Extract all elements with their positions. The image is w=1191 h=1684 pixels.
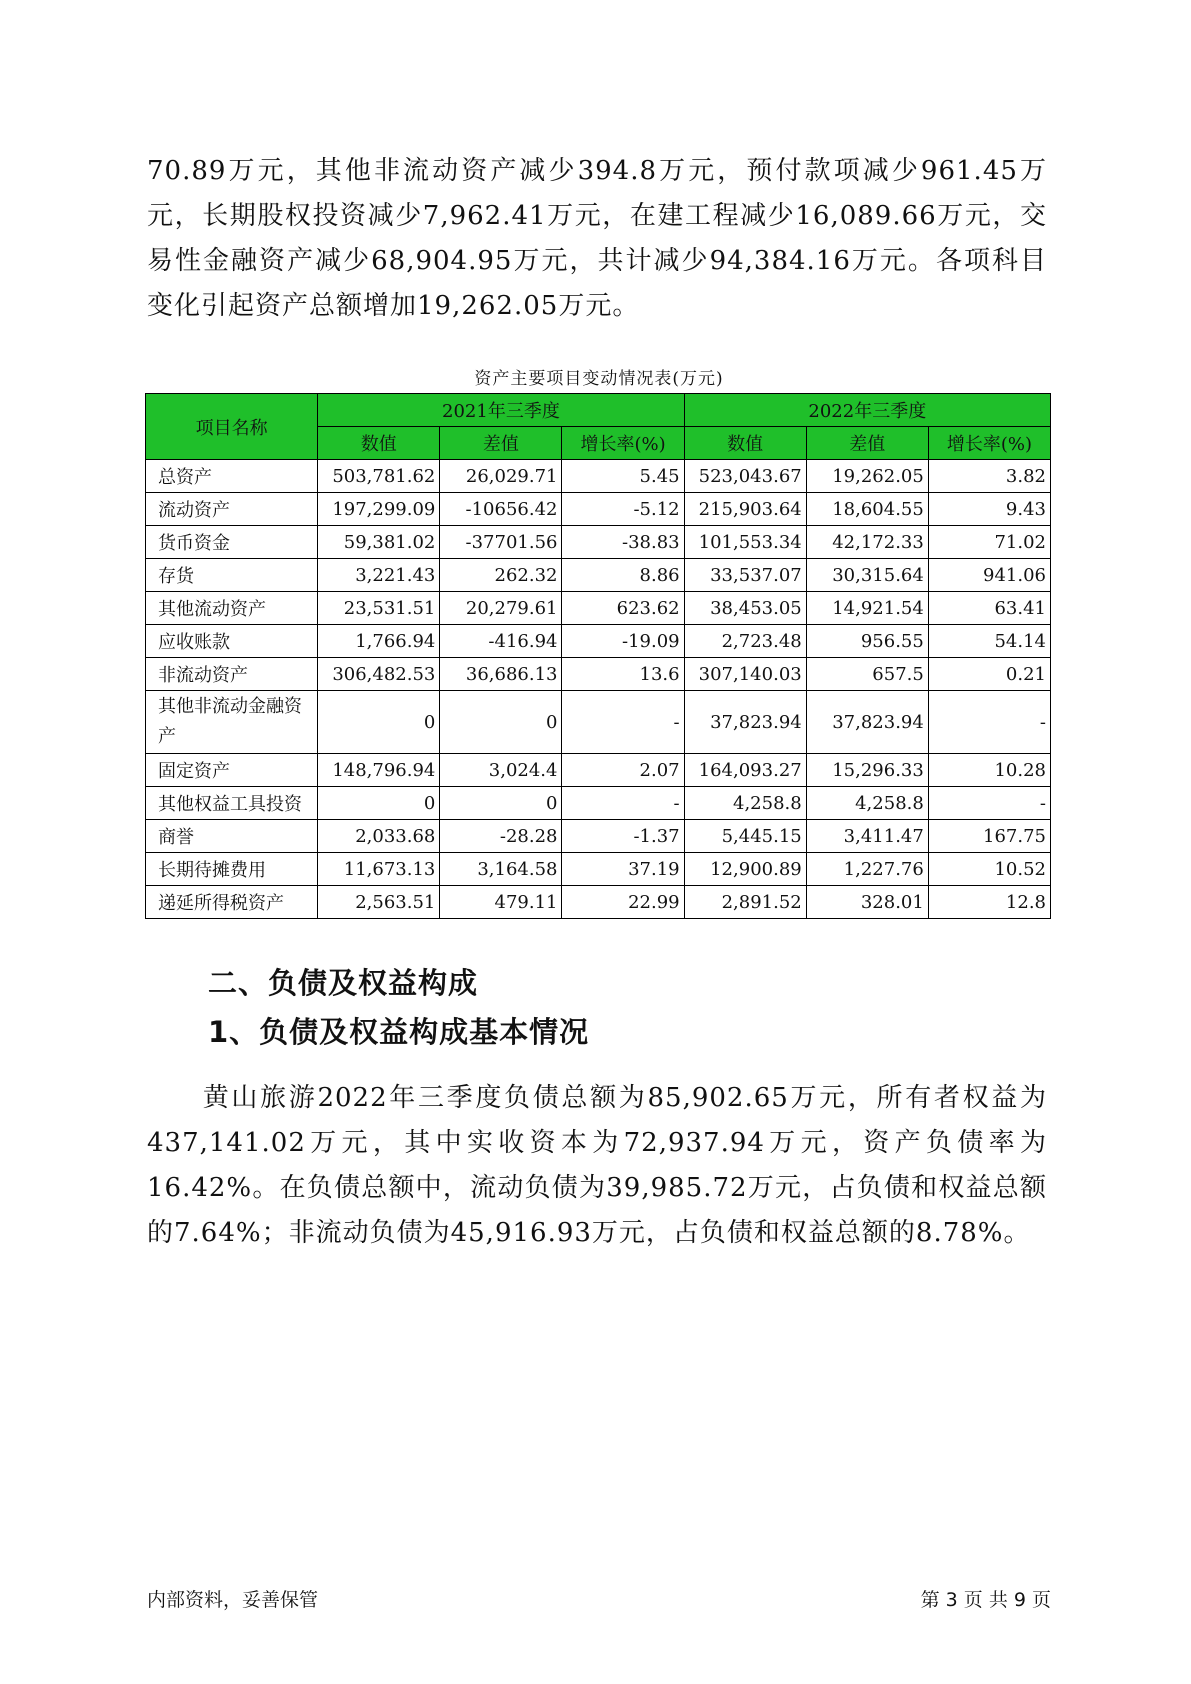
- section-title: 二、负债及权益构成: [208, 966, 479, 1000]
- table-row: [146, 625, 1051, 658]
- cell-d21: -416.94: [440, 625, 562, 658]
- cell-g22: 9.43: [928, 493, 1050, 526]
- cell-v22: 33,537.07: [684, 559, 806, 592]
- table-row: [146, 754, 1051, 787]
- row-label: 商誉: [146, 820, 318, 853]
- cell-v21: 23,531.51: [318, 592, 440, 625]
- row-label: 其他流动资产: [146, 592, 318, 625]
- table-row: [146, 526, 1051, 559]
- footer-page-number: 第 3 页 共 9 页: [920, 1589, 1051, 1611]
- cell-v22: 4,258.8: [684, 787, 806, 820]
- cell-v22: 164,093.27: [684, 754, 806, 787]
- intro-paragraph: [147, 149, 1047, 329]
- header-period-2022: 2022年三季度: [684, 394, 1050, 427]
- cell-d22: 14,921.54: [806, 592, 928, 625]
- cell-g22: 12.8: [928, 886, 1050, 919]
- table-caption: 资产主要项目变动情况表(万元): [474, 369, 724, 389]
- asset-change-table: [145, 393, 1051, 919]
- cell-v22: 5,445.15: [684, 820, 806, 853]
- cell-d21: -28.28: [440, 820, 562, 853]
- table-row: [146, 820, 1051, 853]
- cell-d21: 20,279.61: [440, 592, 562, 625]
- row-label: 货币资金: [146, 526, 318, 559]
- header-diff-2022: 差值: [806, 427, 928, 460]
- cell-g21: -: [562, 787, 684, 820]
- cell-v22: 307,140.03: [684, 658, 806, 691]
- cell-g22: 54.14: [928, 625, 1050, 658]
- cell-v22: 523,043.67: [684, 460, 806, 493]
- row-label: 固定资产: [146, 754, 318, 787]
- cell-d22: 956.55: [806, 625, 928, 658]
- cell-d21: 26,029.71: [440, 460, 562, 493]
- cell-g21: 37.19: [562, 853, 684, 886]
- cell-v21: 3,221.43: [318, 559, 440, 592]
- cell-d22: 4,258.8: [806, 787, 928, 820]
- cell-g22: -: [928, 787, 1050, 820]
- cell-v21: 0: [318, 787, 440, 820]
- cell-g21: -19.09: [562, 625, 684, 658]
- cell-v22: 2,891.52: [684, 886, 806, 919]
- cell-d21: 0: [440, 787, 562, 820]
- liability-text: [147, 1076, 1047, 1256]
- row-label: 非流动资产: [146, 658, 318, 691]
- footer-confidential: 内部资料，妥善保管: [147, 1589, 319, 1611]
- row-label: 应收账款: [146, 625, 318, 658]
- row-label: 长期待摊费用: [146, 853, 318, 886]
- liability-paragraph: [147, 1076, 1047, 1256]
- cell-v22: 12,900.89: [684, 853, 806, 886]
- cell-v22: 215,903.64: [684, 493, 806, 526]
- cell-d22: 1,227.76: [806, 853, 928, 886]
- row-label: 其他权益工具投资: [146, 787, 318, 820]
- cell-d22: 15,296.33: [806, 754, 928, 787]
- table-row: [146, 592, 1051, 625]
- row-label: 总资产: [146, 460, 318, 493]
- cell-g22: 63.41: [928, 592, 1050, 625]
- cell-g21: 623.62: [562, 592, 684, 625]
- cell-g21: 13.6: [562, 658, 684, 691]
- cell-d22: 30,315.64: [806, 559, 928, 592]
- table-row: [146, 460, 1051, 493]
- cell-v21: 148,796.94: [318, 754, 440, 787]
- cell-d22: 42,172.33: [806, 526, 928, 559]
- table-row: [146, 493, 1051, 526]
- cell-v22: 101,553.34: [684, 526, 806, 559]
- cell-g22: 0.21: [928, 658, 1050, 691]
- row-label: 递延所得税资产: [146, 886, 318, 919]
- cell-g22: -: [928, 691, 1050, 754]
- table-row: [146, 658, 1051, 691]
- header-value-2021: 数值: [318, 427, 440, 460]
- header-item-name: 项目名称: [146, 394, 318, 460]
- cell-g21: 8.86: [562, 559, 684, 592]
- cell-v21: 1,766.94: [318, 625, 440, 658]
- cell-v21: 59,381.02: [318, 526, 440, 559]
- cell-v21: 306,482.53: [318, 658, 440, 691]
- cell-g21: 22.99: [562, 886, 684, 919]
- cell-d21: 479.11: [440, 886, 562, 919]
- cell-v22: 37,823.94: [684, 691, 806, 754]
- cell-g22: 3.82: [928, 460, 1050, 493]
- cell-v22: 38,453.05: [684, 592, 806, 625]
- cell-g22: 71.02: [928, 526, 1050, 559]
- cell-d21: 3,024.4: [440, 754, 562, 787]
- cell-g22: 167.75: [928, 820, 1050, 853]
- cell-d22: 37,823.94: [806, 691, 928, 754]
- cell-v21: 2,563.51: [318, 886, 440, 919]
- row-label: 流动资产: [146, 493, 318, 526]
- cell-d21: 3,164.58: [440, 853, 562, 886]
- cell-g22: 10.28: [928, 754, 1050, 787]
- intro-text: 70.89万元，其他非流动资产减少394.8万元，预付款项减少961.45万元，长期股权投资减少7,962.41万元，在建工程减少16,089.66万元，交易性金融资产减少68,904.95万元，共计减少94,384.16万元。各项科目变化引起资产总额增加19,262.05万元。: [147, 156, 1047, 321]
- cell-d21: -10656.42: [440, 493, 562, 526]
- cell-v21: 11,673.13: [318, 853, 440, 886]
- cell-g21: -1.37: [562, 820, 684, 853]
- table-row: [146, 886, 1051, 919]
- table-row: [146, 691, 1051, 754]
- cell-g21: -38.83: [562, 526, 684, 559]
- header-value-2022: 数值: [684, 427, 806, 460]
- cell-d22: 18,604.55: [806, 493, 928, 526]
- cell-d21: 36,686.13: [440, 658, 562, 691]
- header-growth-2022: 增长率(%): [928, 427, 1050, 460]
- row-label: 存货: [146, 559, 318, 592]
- header-growth-2021: 增长率(%): [562, 427, 684, 460]
- table-row: [146, 787, 1051, 820]
- cell-d22: 657.5: [806, 658, 928, 691]
- table-row: [146, 559, 1051, 592]
- cell-d21: 262.32: [440, 559, 562, 592]
- header-period-2021: 2021年三季度: [318, 394, 684, 427]
- table-row: [146, 853, 1051, 886]
- cell-d21: -37701.56: [440, 526, 562, 559]
- cell-g22: 10.52: [928, 853, 1050, 886]
- row-label: 其他非流动金融资产: [146, 691, 318, 754]
- subsection-title: 1、负债及权益构成基本情况: [208, 1015, 590, 1049]
- cell-d22: 3,411.47: [806, 820, 928, 853]
- cell-g21: 2.07: [562, 754, 684, 787]
- cell-d21: 0: [440, 691, 562, 754]
- cell-d22: 19,262.05: [806, 460, 928, 493]
- cell-g21: -5.12: [562, 493, 684, 526]
- cell-v21: 503,781.62: [318, 460, 440, 493]
- header-diff-2021: 差值: [440, 427, 562, 460]
- cell-g21: -: [562, 691, 684, 754]
- cell-g22: 941.06: [928, 559, 1050, 592]
- cell-g21: 5.45: [562, 460, 684, 493]
- cell-v22: 2,723.48: [684, 625, 806, 658]
- liability-text-content: 黄山旅游2022年三季度负债总额为85,902.65万元，所有者权益为437,141.02万元，其中实收资本为72,937.94万元，资产负债率为16.42%。在负债总额中，流动负债为39,985.72万元，占负债和权益总额的7.64%；非流动负债为45,916.93万元，占负债和权益总额的8.78%。: [147, 1083, 1047, 1248]
- cell-d22: 328.01: [806, 886, 928, 919]
- cell-v21: 0: [318, 691, 440, 754]
- cell-v21: 197,299.09: [318, 493, 440, 526]
- cell-v21: 2,033.68: [318, 820, 440, 853]
